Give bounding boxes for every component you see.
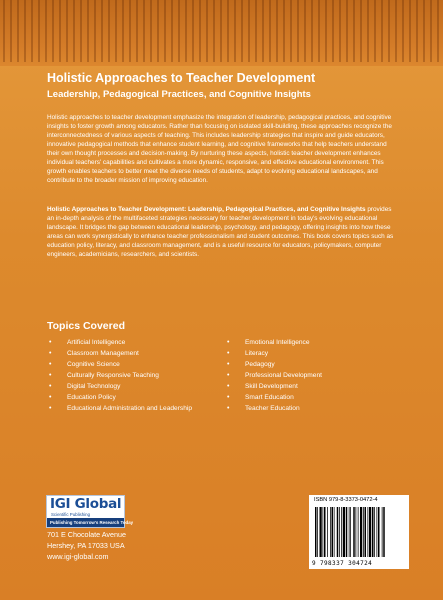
decorative-stripe — [199, 0, 201, 62]
barcode-bar — [317, 507, 318, 557]
barcode-bar — [330, 507, 331, 557]
barcode-bar — [343, 507, 345, 557]
decorative-stripe — [360, 0, 362, 62]
decorative-stripe — [24, 0, 26, 62]
isbn-label: ISBN 979-8-3373-0472-4 — [314, 497, 378, 503]
barcode-bar — [324, 507, 326, 557]
decorative-stripe — [73, 0, 75, 62]
barcode-bar — [358, 507, 359, 557]
barcode-bar — [327, 507, 328, 557]
barcode-bar — [315, 507, 317, 557]
topics-list-left — [47, 337, 227, 414]
barcode-bar — [332, 507, 334, 557]
topic-item: • Classroom Management — [47, 348, 227, 359]
decorative-stripe — [381, 0, 383, 62]
decorative-stripe — [283, 0, 285, 62]
barcode-bar — [323, 507, 324, 557]
decorative-stripe — [192, 0, 194, 62]
description-paragraph-1: Holistic approaches to teacher development emphasize the integration of leadership, pedagogical practices, and cognitive insights to foster growth among educators. Rather than focusing on isolated skill-building, these approaches recognize the interconnectedness of various aspects of teaching. This includes leadership strategies that inspire and guide educators, innovative pedagogical methods that enhance student learning, and cognitive frameworks that help teachers understand their own thought processes and decision-making. By nurturing these aspects, holistic teacher development enhances individual teachers' capabilities and cultivates a more dynamic, responsive, and effective educational environment. This growth enables teachers to better meet the diverse needs of students, adapt to evolving educational landscapes, and contribute to the broader mission of improving education. — [47, 114, 392, 184]
decorative-stripe — [52, 0, 54, 62]
barcode-bar — [346, 507, 348, 557]
decorative-stripe — [129, 0, 131, 62]
decorative-stripe — [143, 0, 145, 62]
decorative-stripe — [157, 0, 159, 62]
barcode-bar — [334, 507, 335, 557]
decorative-stripe — [59, 0, 61, 62]
decorative-stripe — [87, 0, 89, 62]
decorative-stripe — [276, 0, 278, 62]
decorative-stripe — [17, 0, 19, 62]
decorative-stripe — [10, 0, 12, 62]
barcode-bar — [368, 507, 369, 557]
decorative-stripe — [339, 0, 341, 62]
decorative-stripe — [437, 0, 439, 62]
decorative-stripe — [3, 0, 5, 62]
barcode-box — [309, 495, 409, 569]
book-title-inline: Holistic Approaches to Teacher Development: Leadership, Pedagogical Practices, and Cognitive Insights — [47, 206, 366, 213]
decorative-stripe — [311, 0, 313, 62]
topic-item: • Cognitive Science — [47, 359, 227, 370]
topic-item: • Teacher Education — [225, 403, 405, 414]
topic-item: • Education Policy — [47, 392, 227, 403]
book-subtitle: Leadership, Pedagogical Practices, and Cognitive Insights — [47, 89, 311, 100]
decorative-stripe — [304, 0, 306, 62]
decorative-stripe — [213, 0, 215, 62]
description-paragraph-2-text: provides an in-depth analysis of the multifaceted strategies necessary for teacher development in today's evolving educational landscape. It bridges the gap between educational leadership, psychology, and pedagogy, offering insights into how these areas can work synergistically to enhance teacher professionalism and student outcomes. This book covers topics such as education policy, literacy, and classroom management, and is a useful resource for educators, policymakers, computer engineers, academicians, researchers, and scientists. — [47, 206, 394, 258]
decorative-stripe — [31, 0, 33, 62]
topics-list-right — [225, 337, 405, 414]
decorative-stripe — [38, 0, 40, 62]
publisher-logo-bar — [47, 518, 134, 527]
decorative-stripe — [101, 0, 103, 62]
barcode-number: 9 798337 304724 — [312, 560, 373, 567]
topic-item: • Educational Administration and Leadership — [47, 403, 227, 414]
barcode-bar — [365, 507, 367, 557]
barcode-bar — [339, 507, 340, 557]
decorative-stripe — [164, 0, 166, 62]
decorative-stripe — [402, 0, 404, 62]
decorative-stripe — [388, 0, 390, 62]
barcode-bar — [350, 507, 351, 557]
publisher-tagline: Publishing Tomorrow's Research Today — [50, 520, 134, 525]
topic-item: • Emotional Intelligence — [225, 337, 405, 348]
decorative-stripe — [136, 0, 138, 62]
decorative-stripe — [122, 0, 124, 62]
topic-item: • Pedagogy — [225, 359, 405, 370]
publisher-logo-text: IGI Global — [50, 496, 122, 512]
decorative-stripe — [234, 0, 236, 62]
decorative-stripe — [227, 0, 229, 62]
barcode-bar — [377, 507, 378, 557]
barcode-bar — [383, 507, 385, 557]
decorative-stripe — [353, 0, 355, 62]
barcode-bar — [378, 507, 380, 557]
barcode-bar — [369, 507, 371, 557]
decorative-stripe — [430, 0, 432, 62]
book-title: Holistic Approaches to Teacher Development — [47, 71, 316, 85]
decorative-stripe — [80, 0, 82, 62]
topic-item: • Digital Technology — [47, 381, 227, 392]
decorative-stripe — [367, 0, 369, 62]
topic-item: • Professional Development — [225, 370, 405, 381]
top-band — [0, 0, 443, 66]
decorative-stripe — [423, 0, 425, 62]
barcode-bar — [382, 507, 383, 557]
decorative-stripe — [346, 0, 348, 62]
barcode-bar — [374, 507, 375, 557]
decorative-stripe — [150, 0, 152, 62]
publisher-logo — [46, 495, 134, 528]
decorative-stripe — [395, 0, 397, 62]
decorative-stripe — [45, 0, 47, 62]
barcode-bar — [320, 507, 322, 557]
decorative-stripe — [297, 0, 299, 62]
topic-item: • Skill Development — [225, 381, 405, 392]
publisher-address — [47, 529, 126, 562]
address-line-2: Hershey, PA 17033 USA — [47, 541, 125, 550]
description-paragraph-2 — [47, 205, 399, 259]
decorative-stripe — [94, 0, 96, 62]
barcode-bar — [363, 507, 364, 557]
decorative-stripe — [325, 0, 327, 62]
decorative-stripe — [416, 0, 418, 62]
decorative-stripe — [248, 0, 250, 62]
topics-heading: Topics Covered — [47, 320, 125, 332]
decorative-stripe — [241, 0, 243, 62]
decorative-stripe — [185, 0, 187, 62]
topic-item: • Smart Education — [225, 392, 405, 403]
decorative-stripe — [374, 0, 376, 62]
barcode-bar — [372, 507, 374, 557]
topic-item: • Artificial Intelligence — [47, 337, 227, 348]
decorative-stripe — [178, 0, 180, 62]
barcode-bar — [337, 507, 339, 557]
address-line-1: 701 E Chocolate Avenue — [47, 530, 126, 539]
decorative-stripe — [409, 0, 411, 62]
decorative-stripe — [171, 0, 173, 62]
decorative-stripe — [115, 0, 117, 62]
decorative-stripe — [318, 0, 320, 62]
topic-item: • Culturally Responsive Teaching — [47, 370, 227, 381]
barcode-bar — [360, 507, 362, 557]
barcode-bar — [356, 507, 357, 557]
decorative-stripe — [262, 0, 264, 62]
decorative-stripe — [332, 0, 334, 62]
decorative-stripe — [220, 0, 222, 62]
publisher-website: www.igi-global.com — [47, 552, 109, 561]
barcode-bars — [314, 507, 404, 557]
barcode-bar — [341, 507, 342, 557]
decorative-stripe — [290, 0, 292, 62]
barcode-bar — [353, 507, 355, 557]
publisher-logo-subtext: Scientific Publishing — [51, 512, 91, 517]
topic-item: • Literacy — [225, 348, 405, 359]
decorative-stripe — [66, 0, 68, 62]
barcode-bar — [349, 507, 350, 557]
decorative-stripe — [206, 0, 208, 62]
decorative-stripe — [108, 0, 110, 62]
decorative-stripe — [269, 0, 271, 62]
decorative-stripe — [255, 0, 257, 62]
